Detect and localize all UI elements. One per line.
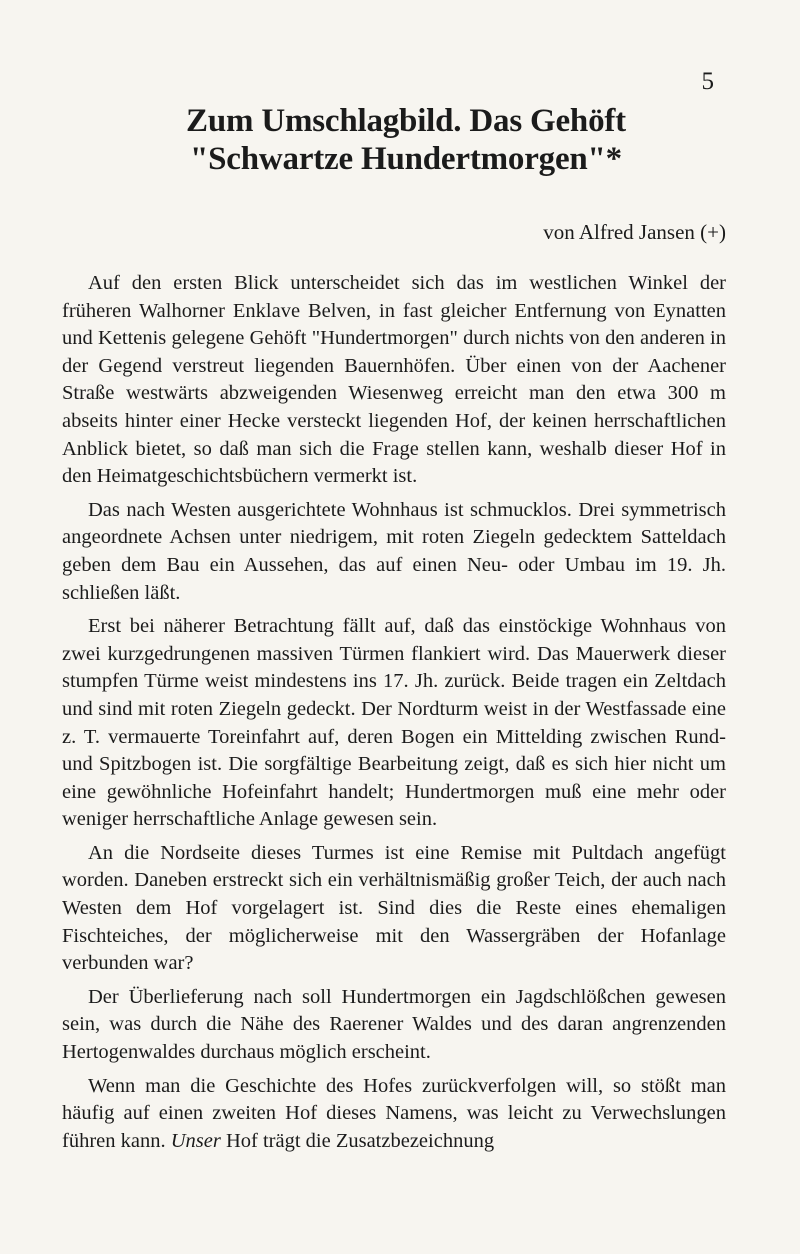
article-body bbox=[62, 270, 726, 1161]
emphasized-word: Unser bbox=[170, 1129, 221, 1152]
page-number: 5 bbox=[701, 68, 714, 95]
title-line-1: Zum Umschlagbild. Das Gehöft bbox=[186, 103, 626, 139]
paragraph-4: An die Nordseite dieses Turmes ist eine Remise mit Pultdach angefügt worden. Daneben erstreckt sich ein verhältnismäßig großer Teich, der auch nach Westen dem Hof vorgelagert ist. Sind dies die Reste eines ehemaligen Fischteiches, der möglicherweise mit den Wassergräben der Hofanlage verbunden war? bbox=[62, 841, 726, 975]
paragraph-5: Der Überlieferung nach soll Hundertmorgen ein Jagdschlößchen gewesen sein, was durch die Nähe des Raerener Waldes und des daran angrenzenden Hertogenwaldes durchaus möglich erscheint. bbox=[62, 985, 726, 1064]
paragraph-6-text-start: Wenn man die Geschichte des Hofes zurückverfolgen will, so stößt man häufig auf einen zweiten Hof dieses Namens, was leicht zu Verwechslungen führen kann. bbox=[62, 1074, 726, 1152]
paragraph-1: Auf den ersten Blick unterscheidet sich das im westlichen Winkel der früheren Walhorner Enklave Belven, in fast gleicher Entfernung von Eynatten und Kettenis gelegene Gehöft "Hundertmorgen" durch nichts von den anderen in der Gegend verstreut liegenden Bauernhöfen. Über einen von der Aachener Straße westwärts abzweigenden Wiesenweg erreicht man den etwa 300 m abseits hinter einer Hecke versteckt liegenden Hof, der keinen herrschaftlichen Anblick bietet, so daß man sich die Frage stellen kann, weshalb dieser Hof in den Heimatgeschichtsbüchern vermerkt ist. bbox=[62, 272, 726, 488]
author-line: von Alfred Jansen (+) bbox=[543, 220, 726, 244]
paragraph-6-text-end: Hof trägt die Zusatzbezeichnung bbox=[220, 1129, 495, 1152]
paragraph-2: Das nach Westen ausgerichtete Wohnhaus ist schmucklos. Drei symmetrisch angeordnete Achsen unter niedrigem, mit roten Ziegeln gedecktem Satteldach geben dem Bau ein Aussehen, das auf einen Neu- oder Umbau im 19. Jh. schließen läßt. bbox=[62, 498, 726, 604]
title-line-2: "Schwartze Hundertmorgen"* bbox=[190, 141, 622, 177]
article-title bbox=[86, 102, 726, 178]
paragraph-6 bbox=[62, 1073, 726, 1156]
paragraph-3: Erst bei näherer Betrachtung fällt auf, daß das einstöckige Wohnhaus von zwei kurzgedrungenen massiven Türmen flankiert wird. Das Mauerwerk dieser stumpfen Türme weist mindestens ins 17. Jh. zurück. Beide tragen ein Zeltdach und sind mit roten Ziegeln gedeckt. Der Nordturm weist in der Westfassade eine z. T. vermauerte Toreinfahrt auf, deren Bogen ein Mittelding zwischen Rund- und Spitzbogen ist. Die sorgfältige Bearbeitung zeigt, daß es sich hier nicht um eine gewöhnliche Hofeinfahrt handelt; Hundertmorgen muß eine mehr oder weniger herrschaftliche Anlage gewesen sein. bbox=[62, 615, 726, 831]
